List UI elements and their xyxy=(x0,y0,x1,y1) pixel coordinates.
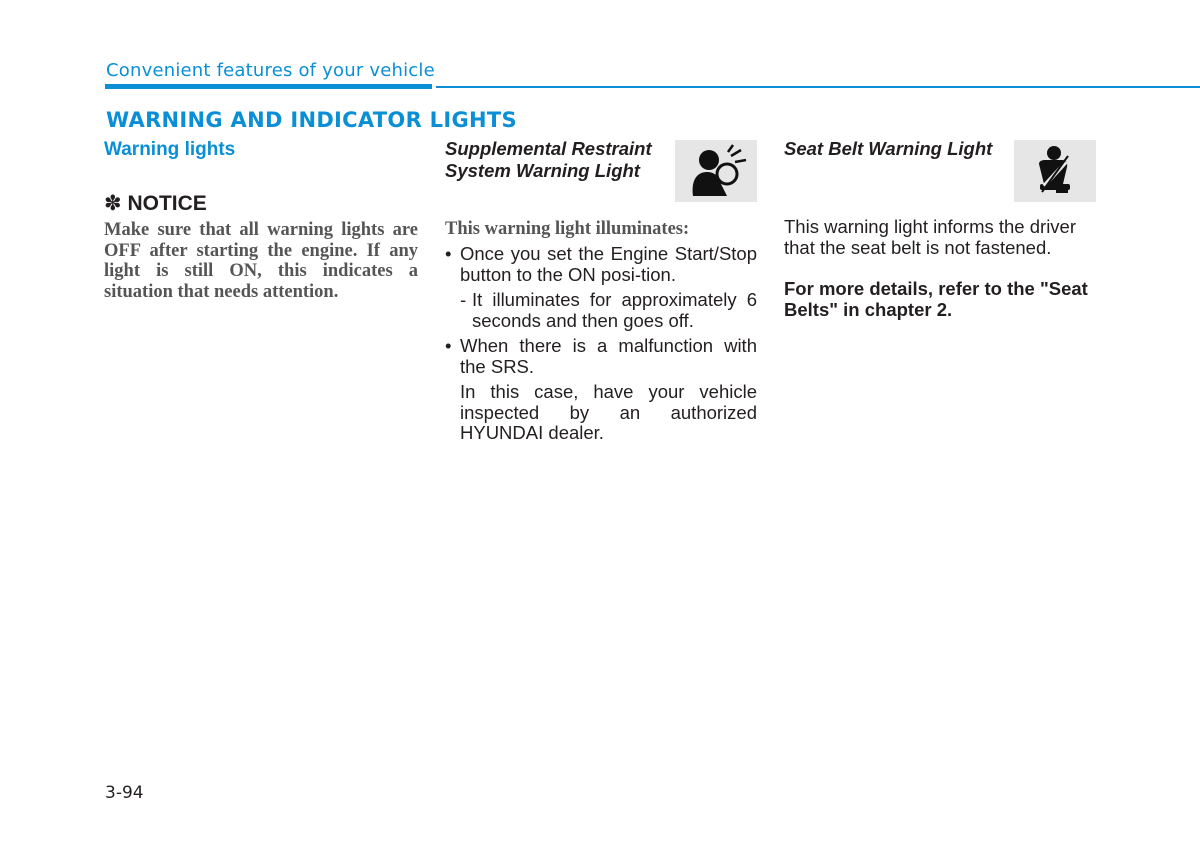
notice-text: Make sure that all warning lights are OFF after starting the engine. If any light is still ON, this indicates a situation that needs attention. xyxy=(104,220,418,302)
page-number: 3-94 xyxy=(105,783,144,803)
airbag-warning-icon xyxy=(675,140,757,202)
seat-belt-warning-icon xyxy=(1014,140,1096,202)
srs-subitem-1-text: It illuminates for approximately 6 seconds and then goes off. xyxy=(472,289,757,331)
srs-subitem-1 xyxy=(445,290,757,331)
srs-bullet-2-note: In this case, have your vehicle inspected by an authorized HYUNDAI dealer. xyxy=(460,381,757,443)
srs-lead-text: This warning light illuminates: xyxy=(445,219,690,239)
seat-belt-description: This warning light informs the driver that the seat belt is not fastened. xyxy=(784,216,1076,258)
section-title: WARNING AND INDICATOR LIGHTS xyxy=(106,108,517,132)
column-srs-warning xyxy=(445,138,757,444)
column-warning-lights xyxy=(104,138,418,302)
column-seat-belt-warning xyxy=(784,138,1097,320)
srs-bullet-2-text: When there is a malfunction with the SRS. xyxy=(460,335,757,377)
srs-bullet-1-text: Once you set the Engine Start/Stop button to the ON posi-tion. xyxy=(460,243,757,285)
srs-bullet-2 xyxy=(445,336,757,377)
header-rule-thick xyxy=(105,84,432,89)
seat-belt-reference: For more details, refer to the "Seat Belts" in chapter 2. xyxy=(784,278,1088,320)
srs-bullet-1 xyxy=(445,244,757,285)
bullet-dot: • xyxy=(445,335,452,356)
bullet-dot: • xyxy=(445,243,452,264)
notice-title: NOTICE xyxy=(127,192,207,215)
sub-dash: - xyxy=(460,289,467,310)
srs-heading-line2: System Warning Light xyxy=(445,160,640,181)
seat-belt-heading: Seat Belt Warning Light xyxy=(784,138,993,159)
running-header: Convenient features of your vehicle xyxy=(106,60,435,81)
notice-star-icon: ✽ xyxy=(104,192,122,215)
notice-heading xyxy=(104,191,418,216)
srs-heading-line1: Supplemental Restraint xyxy=(445,138,652,159)
header-rule-thin xyxy=(436,86,1200,88)
subheading-warning-lights: Warning lights xyxy=(104,139,236,160)
